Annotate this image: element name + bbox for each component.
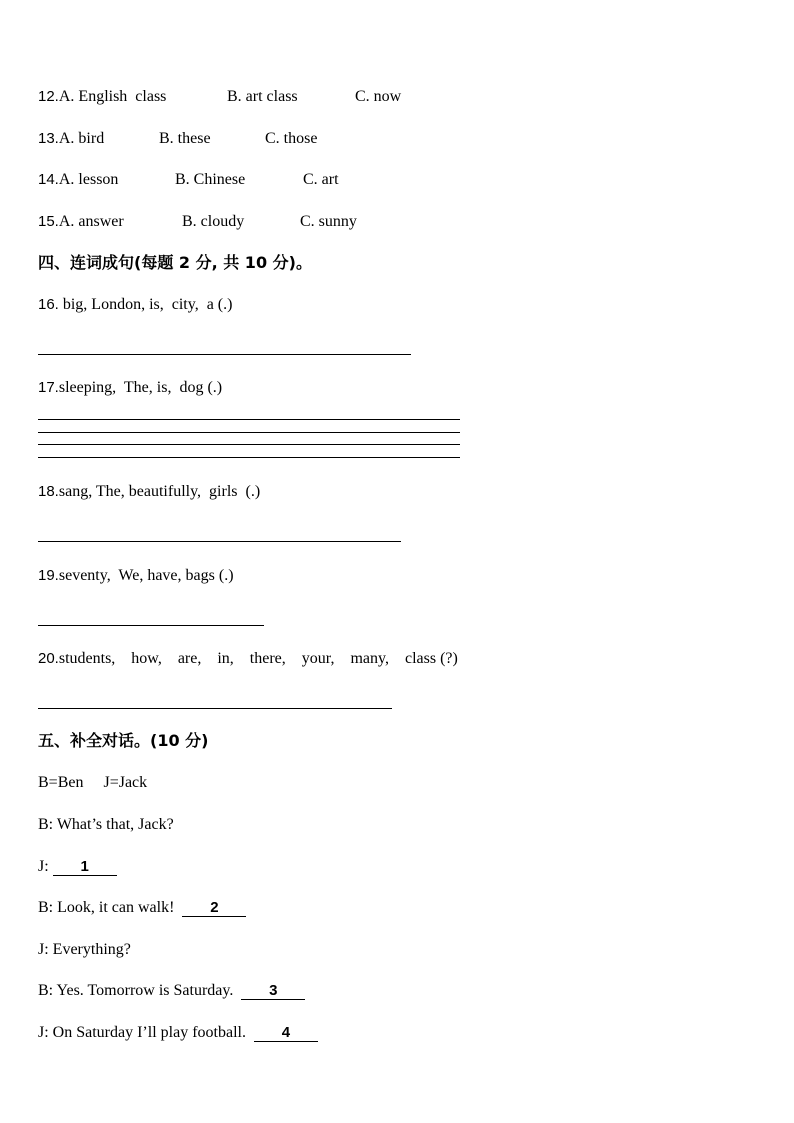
- answer-line-17d[interactable]: [38, 457, 460, 458]
- question-number: 12.: [38, 88, 59, 105]
- question-number: 18.: [38, 483, 59, 500]
- option-c: C. art: [303, 171, 339, 188]
- answer-line-19[interactable]: [38, 625, 264, 626]
- dialogue-blank[interactable]: 2: [182, 900, 246, 917]
- section-5-heading: 五、补全对话。(10 分): [38, 731, 209, 750]
- answer-line-18[interactable]: [38, 541, 401, 542]
- option-c: C. now: [355, 88, 402, 105]
- dialogue-blank[interactable]: 1: [53, 859, 117, 876]
- question-text: seventy, We, have, bags (.): [58, 567, 234, 584]
- option-b: B. art class: [227, 88, 298, 105]
- dialogue-speakers: B=Ben J=Jack: [38, 774, 148, 791]
- dialogue-line-6: J: On Saturday I’ll play football. 4: [38, 1023, 318, 1043]
- option-b: B. cloudy: [182, 213, 245, 230]
- dialogue-line-1: B: What’s that, Jack?: [38, 816, 174, 833]
- dialogue-line-3: B: Look, it can walk! 2: [38, 898, 246, 918]
- question-17: [38, 378, 222, 398]
- question-16: [38, 295, 232, 315]
- dialogue-blank[interactable]: 4: [254, 1025, 318, 1042]
- option-a: A. bird: [58, 130, 105, 147]
- dialogue-blank[interactable]: 3: [241, 983, 305, 1000]
- option-a: A. answer: [58, 213, 124, 230]
- option-a: A. lesson: [58, 171, 119, 188]
- dialogue-line-5: B: Yes. Tomorrow is Saturday. 3: [38, 981, 305, 1001]
- question-20: [38, 649, 458, 669]
- question-number: 13.: [38, 130, 59, 147]
- answer-line-17c[interactable]: [38, 444, 460, 445]
- question-text: sang, The, beautifully, girls (.): [58, 483, 261, 500]
- question-number: 20.: [38, 650, 59, 667]
- question-text: sleeping, The, is, dog (.): [58, 379, 223, 396]
- answer-line-20[interactable]: [38, 708, 392, 709]
- question-number: 19.: [38, 567, 59, 584]
- question-19: [38, 566, 234, 586]
- answer-line-17a[interactable]: [38, 419, 460, 420]
- option-b: B. Chinese: [175, 171, 246, 188]
- question-number: 16.: [38, 296, 59, 313]
- option-c: C. sunny: [300, 213, 357, 230]
- question-text: students, how, are, in, there, your, many, class (?): [58, 650, 458, 667]
- section-4-heading: 四、连词成句(每题 2 分, 共 10 分)。: [38, 253, 312, 272]
- dialogue-line-4: J: Everything?: [38, 941, 131, 958]
- answer-line-17b[interactable]: [38, 432, 460, 433]
- option-c: C. those: [265, 130, 318, 147]
- dialogue-line-2: J: 1: [38, 857, 117, 877]
- question-18: [38, 482, 260, 502]
- option-b: B. these: [159, 130, 211, 147]
- option-a: A. English class: [58, 88, 167, 105]
- answer-line-16[interactable]: [38, 354, 411, 355]
- question-text: big, London, is, city, a (.): [58, 296, 233, 313]
- question-number: 14.: [38, 171, 59, 188]
- question-number: 15.: [38, 213, 59, 230]
- question-number: 17.: [38, 379, 59, 396]
